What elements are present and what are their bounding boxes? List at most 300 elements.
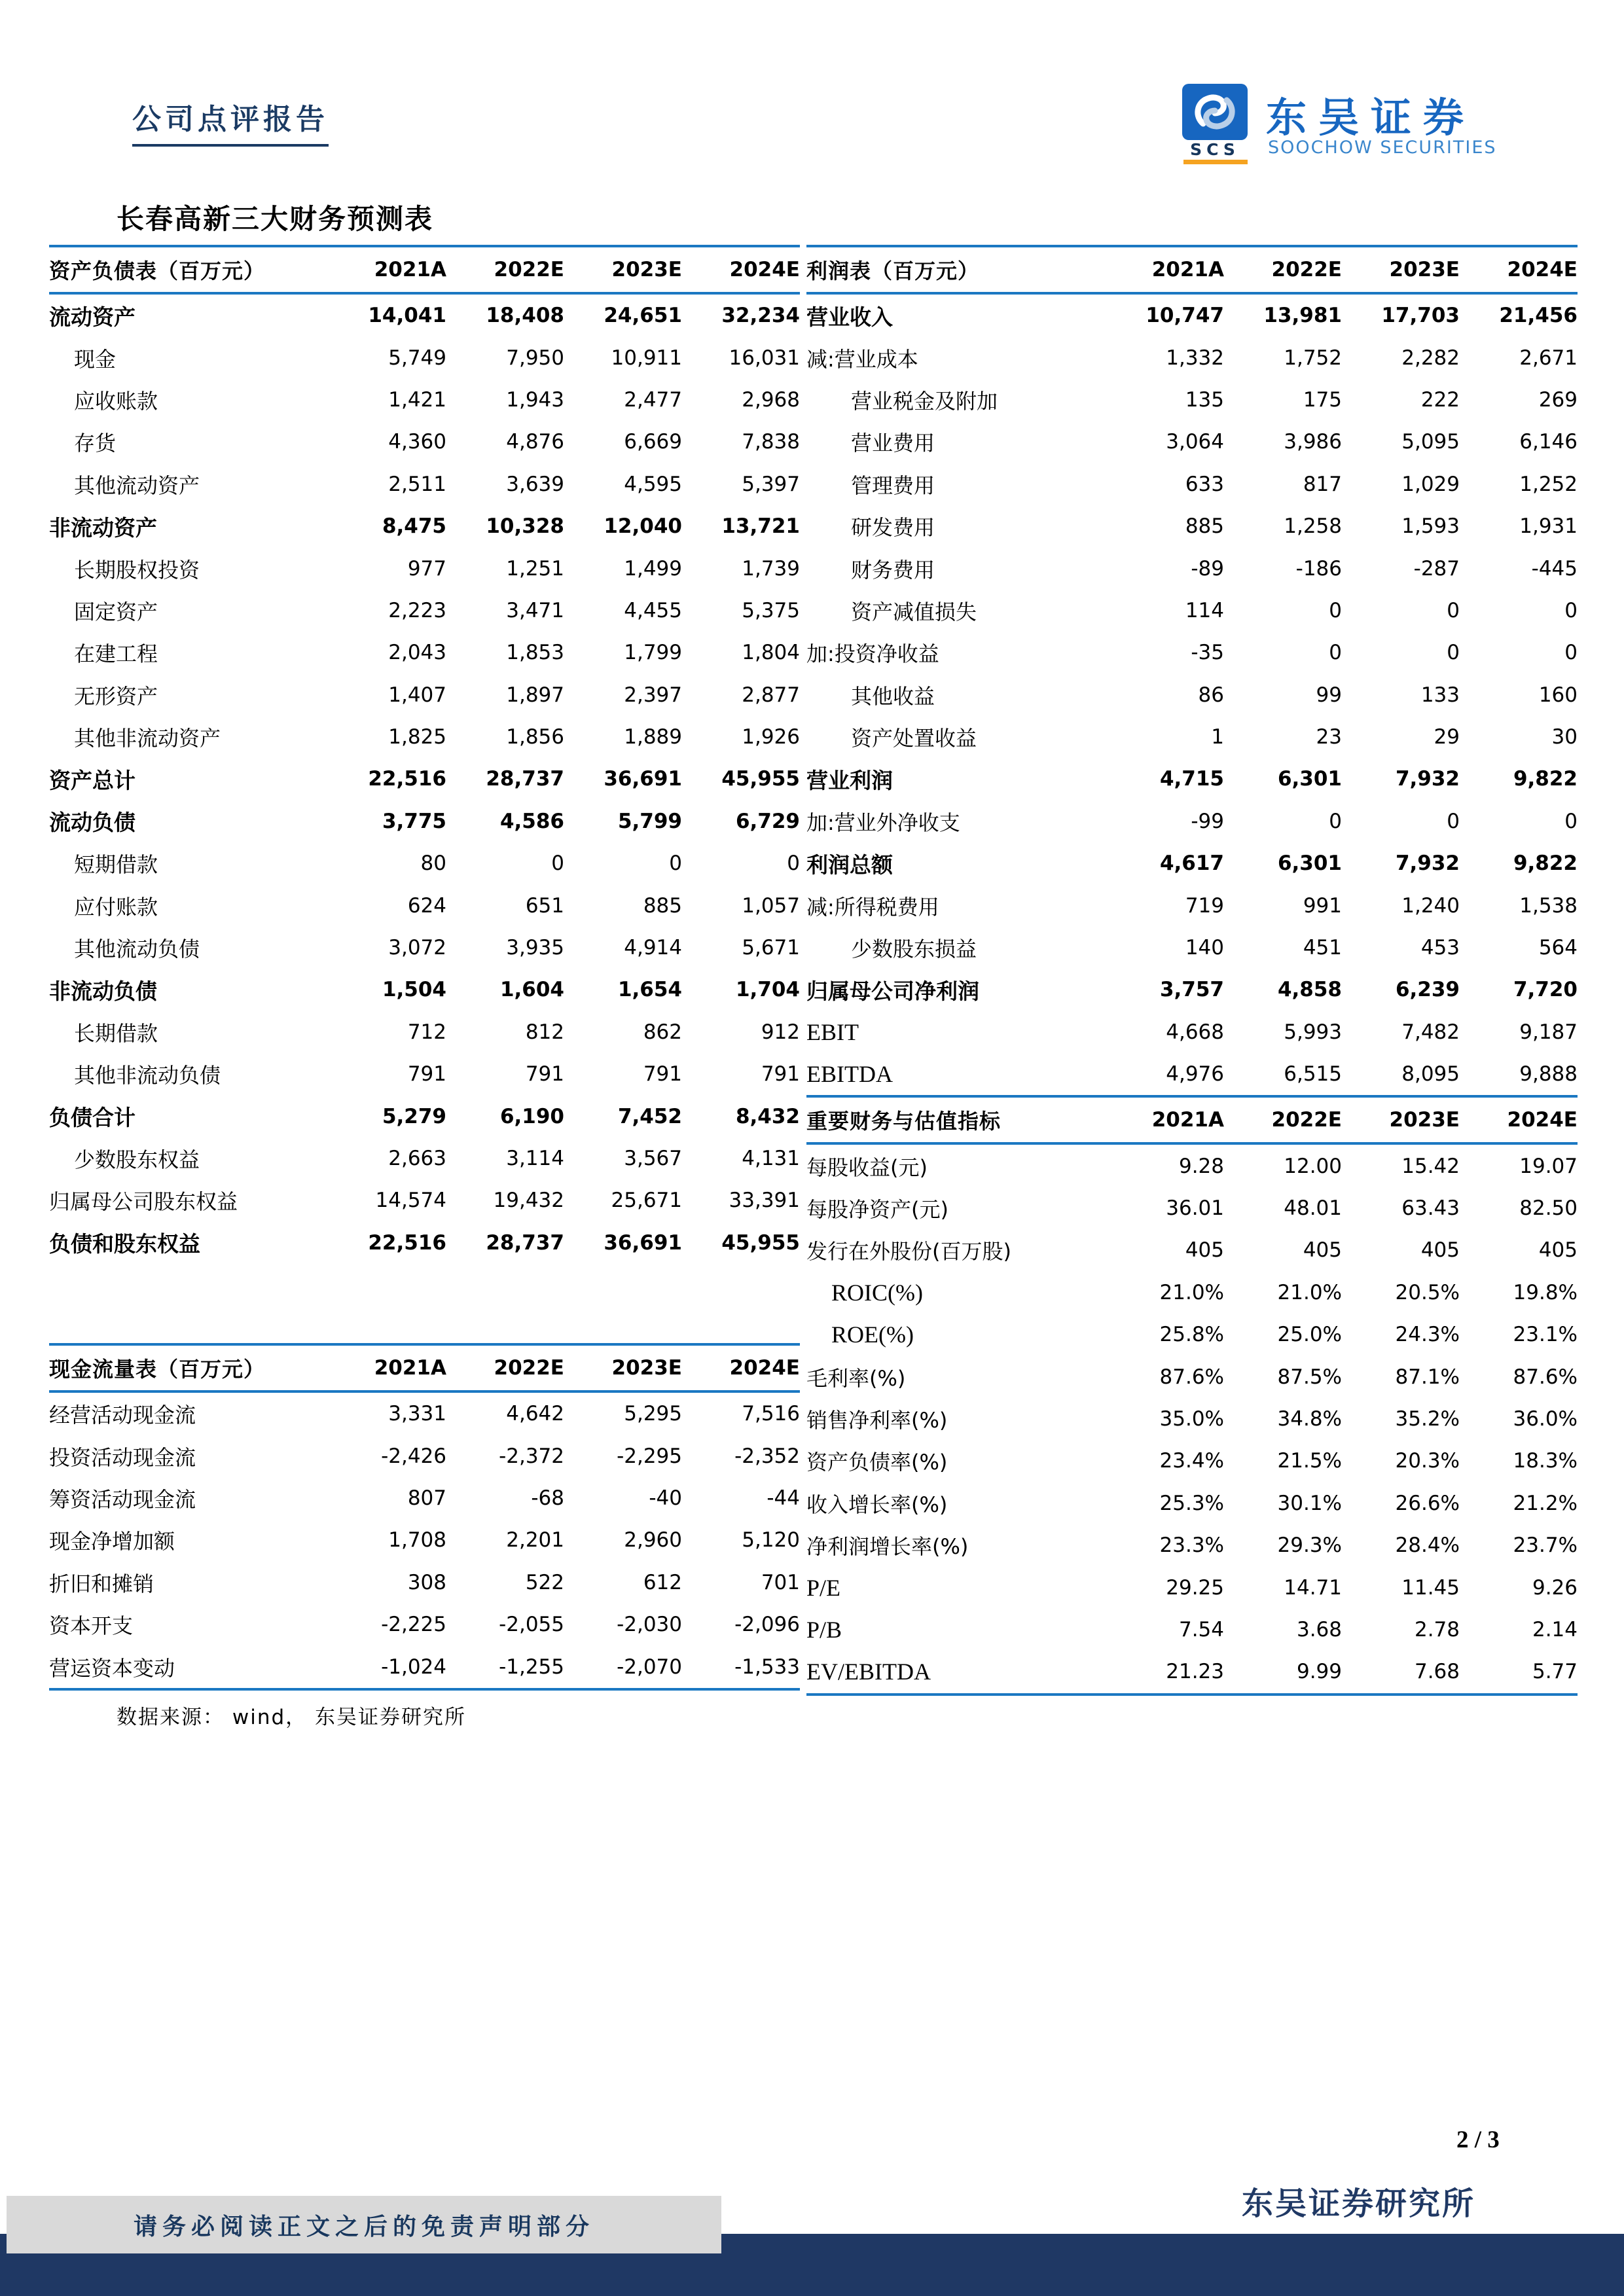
row-value: 10,747 bbox=[1146, 304, 1224, 328]
row-value: -44 bbox=[767, 1486, 800, 1510]
row-value: 2,968 bbox=[742, 387, 800, 412]
table-title: 资产负债表（百万元） bbox=[49, 259, 266, 283]
row-label: 管理费用 bbox=[851, 473, 935, 498]
row-label: 资产负债率(%) bbox=[806, 1450, 948, 1475]
row-value: -287 bbox=[1413, 556, 1460, 581]
row-value: 18.3% bbox=[1513, 1449, 1578, 1473]
row-value: 1,421 bbox=[388, 387, 446, 412]
table-row bbox=[806, 1440, 1578, 1482]
row-value: 30.1% bbox=[1277, 1491, 1342, 1515]
row-value: 2.14 bbox=[1532, 1617, 1578, 1641]
row-label: 其他收益 bbox=[851, 683, 935, 709]
row-value: 1,240 bbox=[1401, 893, 1460, 918]
table-row bbox=[806, 884, 1578, 926]
row-value: 1,897 bbox=[506, 683, 564, 707]
year-column-header: 2021A bbox=[374, 1355, 446, 1380]
row-value: 3,471 bbox=[506, 598, 564, 622]
row-value: -99 bbox=[1191, 809, 1224, 833]
row-value: 7,838 bbox=[742, 430, 800, 454]
row-value: 28.4% bbox=[1395, 1534, 1460, 1558]
row-value: 308 bbox=[407, 1570, 446, 1594]
row-value: 87.6% bbox=[1513, 1365, 1578, 1389]
row-value: 36,691 bbox=[604, 1230, 682, 1255]
row-value: -2,352 bbox=[734, 1444, 800, 1468]
soochow-logo-icon bbox=[1182, 84, 1248, 140]
row-value: 4,976 bbox=[1166, 1062, 1224, 1086]
table-row bbox=[49, 379, 800, 421]
row-label: 每股收益(元) bbox=[806, 1155, 928, 1180]
row-value: 5,120 bbox=[742, 1528, 800, 1552]
row-value: 29.3% bbox=[1277, 1534, 1342, 1558]
row-value: 87.5% bbox=[1277, 1365, 1342, 1389]
row-value: 8,475 bbox=[382, 514, 446, 539]
row-value: 9.28 bbox=[1178, 1154, 1224, 1178]
row-value: 1,708 bbox=[388, 1528, 446, 1552]
row-value: 10,911 bbox=[611, 346, 682, 370]
row-value: 30 bbox=[1551, 725, 1578, 749]
row-value: 29.25 bbox=[1166, 1575, 1224, 1600]
row-value: -186 bbox=[1295, 556, 1342, 581]
row-value: -445 bbox=[1531, 556, 1578, 581]
row-value: 2,282 bbox=[1401, 346, 1460, 370]
row-value: 2,223 bbox=[388, 598, 446, 622]
row-value: 23.3% bbox=[1159, 1534, 1224, 1558]
table-row bbox=[806, 1053, 1578, 1095]
row-label: 每股净资产(元) bbox=[806, 1197, 948, 1222]
row-value: 21,456 bbox=[1499, 304, 1578, 328]
row-value: 7.68 bbox=[1414, 1660, 1460, 1684]
row-value: 0 bbox=[787, 852, 800, 876]
row-value: 14.71 bbox=[1284, 1575, 1342, 1600]
table-header-metrics bbox=[806, 1098, 1578, 1142]
row-value: 4,131 bbox=[742, 1147, 800, 1170]
row-value: 7,932 bbox=[1395, 852, 1460, 876]
table-row bbox=[806, 1187, 1578, 1229]
row-value: 7,482 bbox=[1401, 1020, 1460, 1044]
row-value: -2,055 bbox=[499, 1613, 564, 1637]
table-row bbox=[806, 547, 1578, 589]
row-value: 1,604 bbox=[499, 978, 564, 1002]
table-row bbox=[49, 1053, 800, 1095]
page-title: 长春高新三大财务预测表 bbox=[117, 203, 434, 235]
table-row bbox=[49, 1393, 800, 1435]
metrics-rows bbox=[806, 1145, 1578, 1693]
row-value: 1,258 bbox=[1284, 514, 1342, 539]
table-row bbox=[49, 716, 800, 758]
row-value: 633 bbox=[1185, 472, 1224, 496]
row-value: 1,029 bbox=[1401, 472, 1460, 496]
table-row bbox=[806, 969, 1578, 1011]
table-row bbox=[49, 1435, 800, 1477]
row-label: 发行在外股份(百万股) bbox=[806, 1239, 1011, 1265]
year-column-header: 2022E bbox=[1271, 258, 1342, 281]
row-value: 82.50 bbox=[1519, 1196, 1578, 1220]
table-row bbox=[806, 842, 1578, 884]
row-value: 34.8% bbox=[1277, 1407, 1342, 1431]
row-value: 6,301 bbox=[1277, 852, 1342, 876]
row-value: 20.5% bbox=[1395, 1280, 1460, 1304]
row-label: 营运资本变动 bbox=[49, 1655, 175, 1681]
row-value: 99 bbox=[1316, 683, 1342, 707]
row-value: 32,234 bbox=[721, 304, 800, 328]
table-title: 利润表（百万元） bbox=[806, 259, 980, 283]
table-row bbox=[806, 1355, 1578, 1397]
table-row bbox=[49, 547, 800, 589]
row-value: 1,853 bbox=[506, 641, 564, 665]
row-label: 其他流动资产 bbox=[74, 473, 200, 498]
row-value: 7,516 bbox=[742, 1402, 800, 1426]
row-value: -89 bbox=[1191, 556, 1224, 581]
table-row bbox=[49, 969, 800, 1011]
row-value: 26.6% bbox=[1395, 1491, 1460, 1515]
row-value: 2,511 bbox=[388, 472, 446, 496]
row-value: 17,703 bbox=[1381, 304, 1460, 328]
row-value: 28,737 bbox=[486, 1230, 564, 1255]
row-value: 80 bbox=[420, 852, 446, 876]
row-value: 160 bbox=[1538, 683, 1578, 707]
table-row bbox=[49, 505, 800, 547]
row-value: -35 bbox=[1191, 641, 1224, 665]
year-column-header: 2023E bbox=[1389, 1108, 1460, 1132]
row-value: 63.43 bbox=[1401, 1196, 1460, 1220]
row-value: 23.7% bbox=[1513, 1534, 1578, 1558]
table-header-income bbox=[806, 247, 1578, 292]
row-value: 25,671 bbox=[611, 1189, 682, 1213]
table-row bbox=[806, 379, 1578, 421]
year-column-header: 2023E bbox=[611, 1355, 682, 1380]
row-label: EBIT bbox=[806, 1018, 859, 1045]
row-value: 45,955 bbox=[721, 767, 800, 791]
row-value: 36.0% bbox=[1513, 1407, 1578, 1431]
row-value: 1,926 bbox=[742, 725, 800, 749]
row-label: 资产总计 bbox=[49, 767, 135, 793]
row-label: 投资活动现金流 bbox=[49, 1444, 196, 1470]
row-label: 应付账款 bbox=[74, 894, 158, 920]
year-column-header: 2023E bbox=[1389, 258, 1460, 281]
row-value: 222 bbox=[1420, 387, 1460, 412]
row-value: 14,574 bbox=[375, 1189, 446, 1213]
row-value: 3.68 bbox=[1296, 1617, 1342, 1641]
table-row bbox=[806, 1482, 1578, 1524]
row-value: 651 bbox=[525, 893, 564, 918]
row-label: 归属母公司净利润 bbox=[806, 978, 979, 1004]
row-label: 现金净增加额 bbox=[49, 1529, 175, 1554]
cash-flow-rows bbox=[49, 1393, 800, 1688]
row-label: 长期股权投资 bbox=[74, 557, 200, 583]
row-value: 1 bbox=[1211, 725, 1224, 749]
row-value: 0 bbox=[1564, 809, 1578, 833]
row-value: 2,201 bbox=[506, 1528, 564, 1552]
row-value: 15.42 bbox=[1401, 1154, 1460, 1178]
row-value: 1,407 bbox=[388, 683, 446, 707]
table-title: 现金流量表（百万元） bbox=[49, 1356, 266, 1382]
row-value: 1,739 bbox=[742, 556, 800, 581]
year-column-header: 2022E bbox=[1271, 1108, 1342, 1132]
row-label: 现金 bbox=[74, 346, 117, 372]
row-value: 7.54 bbox=[1178, 1617, 1224, 1641]
table-row bbox=[49, 421, 800, 463]
row-value: -1,533 bbox=[734, 1655, 800, 1679]
row-label: ROE(%) bbox=[831, 1321, 914, 1348]
row-value: 3,064 bbox=[1166, 430, 1224, 454]
row-value: 140 bbox=[1185, 936, 1224, 960]
row-value: 14,041 bbox=[368, 304, 446, 328]
row-label: 归属母公司股东权益 bbox=[49, 1189, 238, 1215]
row-value: 1,856 bbox=[506, 725, 564, 749]
row-value: 9.26 bbox=[1532, 1575, 1578, 1600]
row-label: 研发费用 bbox=[851, 515, 935, 541]
row-label: EBITDA bbox=[806, 1061, 893, 1088]
row-label: 折旧和摊销 bbox=[49, 1571, 154, 1596]
row-value: -1,024 bbox=[381, 1655, 446, 1679]
report-type-label: 公司点评报告 bbox=[132, 96, 329, 147]
year-column-header: 2024E bbox=[729, 258, 800, 281]
table-row bbox=[806, 716, 1578, 758]
row-label: 资本开支 bbox=[49, 1613, 134, 1639]
row-value: 4,668 bbox=[1166, 1020, 1224, 1044]
income-rows bbox=[806, 295, 1578, 1095]
row-value: 8,432 bbox=[735, 1104, 800, 1128]
row-value: 16,031 bbox=[729, 346, 800, 370]
row-value: 451 bbox=[1303, 936, 1342, 960]
table-row bbox=[806, 1524, 1578, 1566]
row-value: 405 bbox=[1420, 1238, 1460, 1263]
row-label: 存货 bbox=[74, 431, 117, 456]
row-value: 45,955 bbox=[721, 1230, 800, 1255]
row-value: 977 bbox=[407, 556, 446, 581]
row-value: 114 bbox=[1185, 598, 1224, 622]
table-row bbox=[49, 632, 800, 673]
row-value: 3,935 bbox=[506, 936, 564, 960]
table-rule bbox=[806, 1693, 1578, 1696]
row-value: 453 bbox=[1420, 936, 1460, 960]
row-value: 12.00 bbox=[1284, 1154, 1342, 1178]
row-value: 991 bbox=[1303, 893, 1342, 918]
row-value: 3,114 bbox=[506, 1147, 564, 1170]
row-value: 405 bbox=[1538, 1238, 1578, 1263]
row-label: 筹资活动现金流 bbox=[49, 1486, 196, 1512]
table-row bbox=[806, 463, 1578, 505]
row-value: 3,775 bbox=[382, 809, 446, 833]
row-value: 1,499 bbox=[624, 556, 682, 581]
row-value: 175 bbox=[1303, 387, 1342, 412]
row-value: 6,190 bbox=[499, 1104, 564, 1128]
row-label: 毛利率(%) bbox=[806, 1365, 906, 1391]
row-value: 87.6% bbox=[1159, 1365, 1224, 1389]
row-value: 3,331 bbox=[388, 1402, 446, 1426]
table-row bbox=[806, 632, 1578, 673]
row-label: 经营活动现金流 bbox=[49, 1403, 196, 1428]
row-value: 1,252 bbox=[1519, 472, 1578, 496]
row-value: 4,642 bbox=[506, 1402, 564, 1426]
row-value: 19.07 bbox=[1519, 1154, 1578, 1178]
row-label: 加:投资净收益 bbox=[806, 641, 939, 667]
row-value: 5,095 bbox=[1401, 430, 1460, 454]
row-value: 0 bbox=[1447, 809, 1460, 833]
row-value: 405 bbox=[1303, 1238, 1342, 1263]
table-row bbox=[49, 336, 800, 378]
row-value: 2,477 bbox=[624, 387, 682, 412]
row-value: 19.8% bbox=[1513, 1280, 1578, 1304]
row-value: 564 bbox=[1538, 936, 1578, 960]
table-row bbox=[49, 1011, 800, 1053]
row-value: 22,516 bbox=[368, 767, 446, 791]
row-label: 少数股东权益 bbox=[74, 1147, 200, 1172]
row-value: 24.3% bbox=[1395, 1323, 1460, 1347]
row-value: 5,749 bbox=[388, 346, 446, 370]
row-value: 7,452 bbox=[617, 1104, 682, 1128]
row-value: -40 bbox=[649, 1486, 682, 1510]
row-value: 1,593 bbox=[1401, 514, 1460, 539]
table-row bbox=[49, 1645, 800, 1687]
table-row bbox=[49, 1519, 800, 1561]
row-value: 0 bbox=[1329, 641, 1342, 665]
row-value: 1,251 bbox=[506, 556, 564, 581]
table-row bbox=[49, 1604, 800, 1645]
row-value: 4,455 bbox=[624, 598, 682, 622]
row-value: 1,538 bbox=[1519, 893, 1578, 918]
row-value: 21.0% bbox=[1277, 1280, 1342, 1304]
row-label: EV/EBITDA bbox=[806, 1659, 931, 1685]
year-columns bbox=[1106, 258, 1578, 281]
row-value: 18,408 bbox=[486, 304, 564, 328]
row-value: 36.01 bbox=[1166, 1196, 1224, 1220]
year-column-header: 2021A bbox=[1151, 1108, 1224, 1132]
row-value: 2,397 bbox=[624, 683, 682, 707]
row-value: 25.3% bbox=[1159, 1491, 1224, 1515]
row-value: 0 bbox=[1564, 598, 1578, 622]
row-value: 1,799 bbox=[624, 641, 682, 665]
row-value: -2,070 bbox=[617, 1655, 682, 1679]
table-row bbox=[49, 295, 800, 336]
row-value: 2,960 bbox=[624, 1528, 682, 1552]
row-label: 负债和股东权益 bbox=[49, 1231, 200, 1257]
row-label: ROIC(%) bbox=[831, 1279, 923, 1306]
row-label: 加:营业外净收支 bbox=[806, 810, 960, 835]
row-value: 885 bbox=[643, 893, 682, 918]
row-value: 624 bbox=[407, 893, 446, 918]
row-value: 6,669 bbox=[624, 430, 682, 454]
row-value: 5,397 bbox=[742, 472, 800, 496]
logo-cn-text: 东吴证券 bbox=[1266, 94, 1476, 141]
row-value: 1,752 bbox=[1284, 346, 1342, 370]
table-row bbox=[806, 1145, 1578, 1187]
row-value: 9,888 bbox=[1519, 1062, 1578, 1086]
row-value: 0 bbox=[1329, 598, 1342, 622]
row-label: 减:所得税费用 bbox=[806, 894, 939, 920]
table-row bbox=[49, 590, 800, 632]
row-value: 885 bbox=[1185, 514, 1224, 539]
row-value: 807 bbox=[407, 1486, 446, 1510]
left-table-column bbox=[49, 245, 800, 1691]
row-value: -2,426 bbox=[381, 1444, 446, 1468]
row-value: 6,239 bbox=[1395, 978, 1460, 1002]
table-row bbox=[49, 1477, 800, 1519]
table-row bbox=[49, 758, 800, 800]
row-value: 817 bbox=[1303, 472, 1342, 496]
row-value: 23.1% bbox=[1513, 1323, 1578, 1347]
row-value: 4,595 bbox=[624, 472, 682, 496]
table-title: 重要财务与估值指标 bbox=[806, 1109, 1001, 1134]
disclaimer-box bbox=[7, 2196, 721, 2253]
row-value: 0 bbox=[1447, 598, 1460, 622]
row-value: 5,799 bbox=[617, 809, 682, 833]
table-row bbox=[806, 1651, 1578, 1693]
table-row bbox=[806, 1011, 1578, 1053]
row-value: 19,432 bbox=[493, 1189, 564, 1213]
year-columns bbox=[329, 1356, 800, 1380]
row-value: 12,040 bbox=[604, 514, 682, 539]
row-value: 9,187 bbox=[1519, 1020, 1578, 1044]
row-label: 流动资产 bbox=[49, 304, 135, 330]
row-value: 6,729 bbox=[735, 809, 800, 833]
row-value: 1,057 bbox=[742, 893, 800, 918]
row-value: 35.0% bbox=[1159, 1407, 1224, 1431]
logo-orange-bar bbox=[1183, 160, 1248, 164]
year-column-header: 2022E bbox=[494, 1355, 564, 1380]
row-value: 24,651 bbox=[604, 304, 682, 328]
row-value: -2,096 bbox=[734, 1613, 800, 1637]
row-value: 35.2% bbox=[1395, 1407, 1460, 1431]
page-number: 2 / 3 bbox=[1456, 2126, 1500, 2153]
table-row bbox=[49, 1562, 800, 1604]
row-value: 791 bbox=[761, 1062, 800, 1086]
row-value: 133 bbox=[1420, 683, 1460, 707]
row-value: 10,328 bbox=[486, 514, 564, 539]
table-gap bbox=[49, 1264, 800, 1343]
table-row bbox=[806, 1398, 1578, 1440]
table-row bbox=[806, 590, 1578, 632]
table-row bbox=[806, 927, 1578, 969]
table-row bbox=[806, 1566, 1578, 1608]
row-value: 791 bbox=[407, 1062, 446, 1086]
row-value: 1,654 bbox=[617, 978, 682, 1002]
table-header-cash-flow bbox=[49, 1346, 800, 1390]
row-value: 0 bbox=[1329, 809, 1342, 833]
year-columns bbox=[1106, 1108, 1578, 1132]
table-row bbox=[49, 884, 800, 926]
row-value: 135 bbox=[1185, 387, 1224, 412]
row-value: 3,072 bbox=[388, 936, 446, 960]
row-value: 719 bbox=[1185, 893, 1224, 918]
table-row bbox=[49, 1138, 800, 1179]
row-value: -2,030 bbox=[617, 1613, 682, 1637]
year-column-header: 2024E bbox=[1507, 258, 1578, 281]
table-row bbox=[806, 505, 1578, 547]
row-value: 2,877 bbox=[742, 683, 800, 707]
table-row bbox=[49, 1095, 800, 1137]
row-label: 少数股东损益 bbox=[851, 937, 977, 962]
table-header-balance-sheet bbox=[49, 247, 800, 292]
table-row bbox=[806, 758, 1578, 800]
row-value: 7,950 bbox=[506, 346, 564, 370]
row-label: 营业费用 bbox=[851, 431, 935, 456]
year-column-header: 2024E bbox=[1507, 1108, 1578, 1132]
row-value: 522 bbox=[525, 1570, 564, 1594]
row-value: 4,715 bbox=[1159, 767, 1224, 791]
balance-sheet-rows bbox=[49, 295, 800, 1264]
row-value: -68 bbox=[531, 1486, 564, 1510]
row-label: 无形资产 bbox=[74, 683, 158, 709]
row-value: 1,804 bbox=[742, 641, 800, 665]
row-value: 36,691 bbox=[604, 767, 682, 791]
row-value: 4,914 bbox=[624, 936, 682, 960]
row-value: 11.45 bbox=[1401, 1575, 1460, 1600]
table-row bbox=[49, 927, 800, 969]
row-value: 5,279 bbox=[382, 1104, 446, 1128]
row-value: 21.2% bbox=[1513, 1491, 1578, 1515]
row-label: 负债合计 bbox=[49, 1105, 135, 1131]
